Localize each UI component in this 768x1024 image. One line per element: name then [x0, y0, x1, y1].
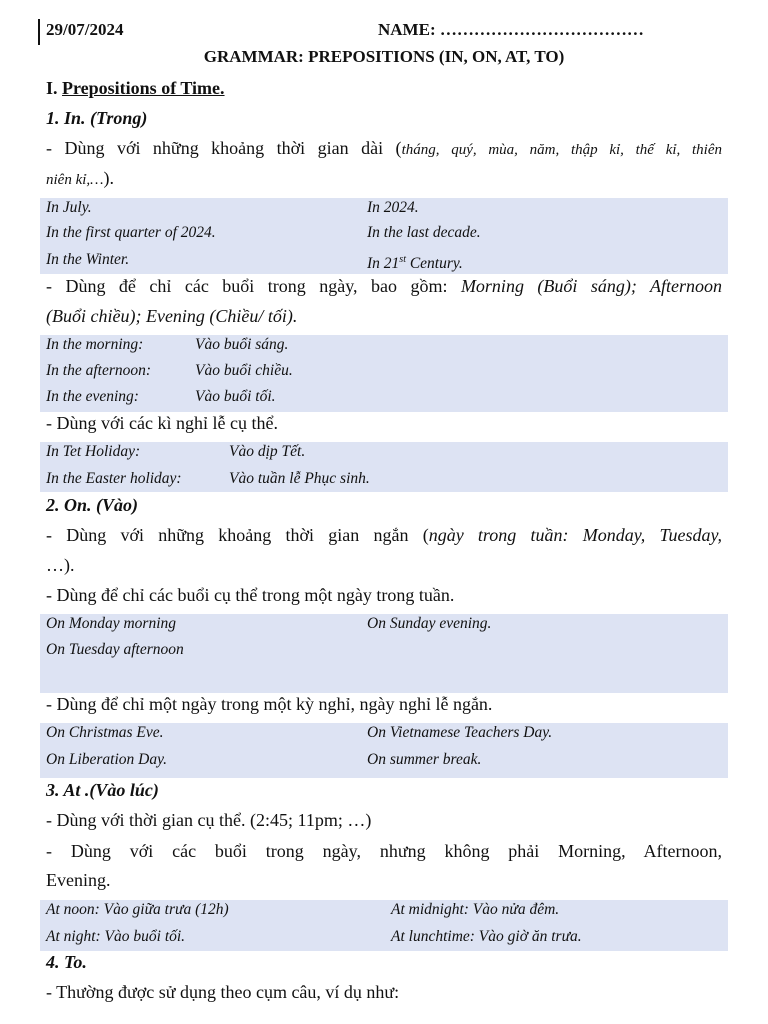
section-heading: I. Prepositions of Time.	[46, 78, 225, 98]
example: At night: Vào buổi tối.	[46, 928, 186, 945]
example: At noon: Vào giữa trưa (12h)	[46, 901, 229, 918]
to-rule-1: - Thường được sử dụng theo cụm câu, ví dụ như:	[46, 982, 400, 1002]
in-rule-3: - Dùng với các kì nghỉ lễ cụ thể.	[46, 413, 278, 433]
to-heading: 4. To.	[46, 952, 87, 972]
date-label: 29/07/2024	[46, 20, 124, 39]
example: In July.	[46, 199, 92, 216]
in-examples-1	[40, 198, 728, 274]
in-rule-2: - Dùng để chỉ các buổi trong ngày, bao gồm: Morning (Buổi sáng); Afternoon	[46, 276, 722, 296]
in-examples-3	[40, 442, 728, 492]
example-translation: Vào tuần lễ Phục sinh.	[229, 470, 370, 487]
example: In Tet Holiday:	[46, 443, 141, 460]
example: On Christmas Eve.	[46, 724, 164, 741]
name-field-label: NAME: ………………………………	[378, 20, 644, 39]
example-translation: Vào buổi sáng.	[195, 336, 289, 353]
example: At midnight: Vào nửa đêm.	[391, 901, 560, 918]
on-rule-3: - Dùng để chỉ một ngày trong một kỳ nghỉ, ngày nghỉ lễ ngắn.	[46, 694, 493, 714]
in-rule-2-cont: (Buổi chiều); Evening (Chiều/ tối).	[46, 306, 298, 326]
example: At lunchtime: Vào giờ ăn trưa.	[391, 928, 582, 945]
on-heading: 2. On. (Vào)	[46, 495, 139, 515]
in-rule-1-cont: niên kỉ,…).	[46, 168, 114, 188]
in-heading: 1. In. (Trong)	[46, 108, 148, 128]
at-examples	[40, 900, 728, 951]
in-examples-2	[40, 335, 728, 412]
example: On Vietnamese Teachers Day.	[367, 724, 553, 741]
example: In the last decade.	[367, 224, 481, 241]
in-rule-1: - Dùng với những khoảng thời gian dài (tháng, quý, mùa, năm, thập kỉ, thế kỉ, thiên	[46, 138, 722, 158]
example: On Liberation Day.	[46, 751, 167, 768]
example-translation: Vào dịp Tết.	[229, 443, 306, 460]
at-heading: 3. At .(Vào lúc)	[46, 780, 159, 800]
example: In the afternoon:	[46, 362, 152, 379]
page-title: GRAMMAR: PREPOSITIONS (IN, ON, AT, TO)	[203, 47, 565, 66]
on-rule-1-cont: …).	[46, 555, 75, 575]
example: In 21st Century.	[367, 254, 463, 273]
at-rule-2: - Dùng với các buổi trong ngày, nhưng không phải Morning, Afternoon,	[46, 841, 722, 861]
example: In the Easter holiday:	[46, 470, 182, 487]
example: On Monday morning	[46, 615, 177, 632]
on-examples-1	[40, 614, 728, 693]
example: On Tuesday afternoon	[46, 641, 184, 658]
example: In the evening:	[46, 388, 139, 405]
on-examples-2	[40, 723, 728, 778]
at-rule-2-cont: Evening.	[46, 870, 111, 890]
margin-bar	[38, 19, 40, 45]
example: On summer break.	[367, 751, 482, 768]
example: In 2024.	[367, 199, 419, 216]
example: In the first quarter of 2024.	[46, 224, 216, 241]
example-translation: Vào buổi tối.	[195, 388, 276, 405]
example: On Sunday evening.	[367, 615, 492, 632]
on-rule-2: - Dùng để chỉ các buổi cụ thể trong một ngày trong tuần.	[46, 585, 455, 605]
at-rule-1: - Dùng với thời gian cụ thể. (2:45; 11pm; …)	[46, 810, 372, 830]
example: In the Winter.	[46, 251, 130, 268]
example-translation: Vào buổi chiều.	[195, 362, 293, 379]
on-rule-1: - Dùng với những khoảng thời gian ngắn (ngày trong tuần: Monday, Tuesday,	[46, 525, 722, 545]
example: In the morning:	[46, 336, 144, 353]
